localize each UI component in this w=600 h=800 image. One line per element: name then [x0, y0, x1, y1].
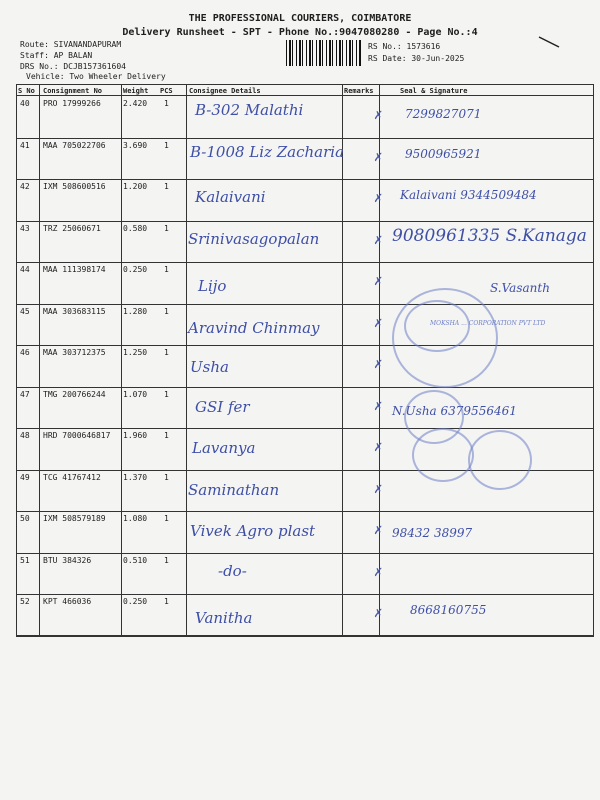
row-consignment-no: MAA 303683115: [43, 306, 106, 316]
row-signature-handwritten: 7299827071: [405, 107, 482, 121]
row-sno: 44: [20, 265, 30, 274]
row-divider: [16, 387, 594, 388]
row-sno: 40: [20, 99, 30, 108]
row-consignment-no: MAA 111398174: [43, 265, 106, 274]
row-signature-handwritten: N.Usha 6379556461: [392, 403, 517, 418]
col-header-consignee: Consignee Details: [189, 87, 261, 95]
row-signature-handwritten: S.Vasanth: [490, 281, 550, 295]
row-sno: 41: [20, 140, 30, 150]
stamp-text: MOKSHA ... CORPORATION PVT LTD: [430, 320, 546, 327]
row-pcs: 1: [164, 348, 169, 357]
row-consignment-no: IXM 508600516: [43, 182, 106, 191]
row-signature-handwritten: 98432 38997: [392, 526, 473, 540]
remarks-mark-icon: ✗: [374, 190, 383, 206]
row-divider: [16, 304, 594, 305]
col-header-seal: Seal & Signature: [400, 87, 468, 95]
row-consignee-handwritten: B-1008 Liz Zacharia: [190, 142, 345, 161]
route-label: Route: SIVANANDAPURAM: [20, 40, 122, 49]
remarks-mark-icon: ✗: [374, 563, 383, 580]
row-weight: 0.580: [123, 223, 148, 233]
row-weight: 1.960: [123, 431, 148, 440]
row-sno: 48: [20, 431, 30, 440]
row-sno: 42: [20, 182, 30, 191]
row-weight: 0.510: [123, 555, 148, 565]
runsheet-title: THE PROFESSIONAL COURIERS, COIMBATORE: [188, 13, 412, 24]
remarks-mark-icon: ✗: [374, 397, 383, 414]
row-weight: 0.250: [123, 597, 148, 606]
row-consignee-handwritten: -do-: [218, 561, 247, 580]
row-divider: [16, 594, 594, 595]
row-consignee-handwritten: B-302 Malathi: [195, 101, 304, 119]
row-divider: [16, 262, 594, 263]
row-pcs: 1: [164, 431, 169, 440]
row-divider: [16, 428, 594, 429]
row-divider: [16, 138, 594, 139]
row-consignee-handwritten: Lavanya: [192, 439, 256, 457]
row-pcs: 1: [164, 182, 169, 191]
col-header-pcs: PCS: [160, 87, 173, 95]
row-consignee-handwritten: Saminathan: [188, 480, 280, 499]
remarks-mark-icon: ✗: [374, 439, 383, 455]
row-sno: 49: [20, 472, 30, 482]
row-consignment-no: MAA 705022706: [43, 140, 106, 150]
row-pcs: 1: [164, 265, 169, 274]
row-weight: 3.690: [123, 140, 148, 150]
vehicle-label: Vehicle: Two Wheeler Delivery: [26, 72, 166, 81]
row-divider: [16, 179, 594, 180]
col-header-remarks: Remarks: [344, 87, 374, 95]
row-divider: [16, 345, 594, 346]
remarks-mark-icon: ✗: [374, 480, 383, 497]
row-consignment-no: BTU 384326: [43, 555, 92, 565]
row-consignment-no: TRZ 25060671: [43, 223, 101, 233]
rs-date: RS Date: 30-Jun-2025: [368, 54, 465, 63]
row-sno: 50: [20, 514, 30, 523]
row-weight: 2.420: [123, 99, 148, 108]
rs-number: RS No.: 1573616: [368, 42, 441, 51]
row-sno: 43: [20, 223, 30, 233]
row-weight: 1.280: [123, 306, 148, 316]
remarks-mark-icon: ✗: [374, 148, 383, 165]
row-consignment-no: TMG 200766244: [43, 389, 106, 399]
row-consignee-handwritten: Usha: [190, 358, 229, 376]
remarks-mark-icon: ✗: [374, 314, 383, 331]
row-sno: 51: [20, 555, 30, 565]
row-pcs: 1: [164, 597, 169, 606]
row-consignee-handwritten: Aravind Chinmay: [188, 318, 320, 337]
row-consignment-no: HRD 7000646817: [43, 431, 111, 440]
row-weight: 1.250: [123, 348, 148, 357]
corner-mark-icon: [538, 35, 560, 49]
row-weight: 0.250: [123, 265, 148, 274]
row-weight: 1.370: [123, 472, 148, 482]
col-header-consignment: Consignment No: [43, 87, 103, 95]
row-consignment-no: PRO 17999266: [43, 99, 101, 108]
runsheet-subtitle: Delivery Runsheet - SPT - Phone No.:9047080280 - Page No.:4: [122, 27, 478, 38]
row-sno: 46: [20, 348, 30, 357]
row-weight: 1.080: [123, 514, 148, 523]
row-consignment-no: MAA 303712375: [43, 348, 106, 357]
drs-label: DRS No.: DCJB157361604: [20, 62, 126, 71]
row-pcs: 1: [164, 140, 169, 150]
staff-label: Staff: AP BALAN: [20, 51, 93, 60]
seal-stamp-2: [412, 428, 474, 482]
row-pcs: 1: [164, 389, 169, 399]
seal-stamp-3: [468, 430, 532, 490]
row-divider: [16, 636, 594, 637]
row-sno: 45: [20, 306, 30, 316]
barcode: [286, 40, 362, 66]
row-sno: 47: [20, 389, 30, 399]
row-signature-handwritten: Kalaivani 9344509484: [400, 188, 537, 202]
remarks-mark-icon: ✗: [374, 522, 383, 538]
remarks-mark-icon: ✗: [374, 231, 383, 248]
col-header-weight: Weight: [123, 87, 149, 95]
row-pcs: 1: [164, 514, 169, 523]
remarks-mark-icon: ✗: [374, 605, 383, 621]
remarks-mark-icon: ✗: [374, 107, 383, 123]
row-pcs: 1: [164, 472, 169, 482]
row-consignee-handwritten: GSI fer: [195, 397, 250, 416]
row-pcs: 1: [164, 555, 169, 565]
row-divider: [16, 553, 594, 554]
row-sno: 52: [20, 597, 30, 606]
row-consignment-no: TCG 41767412: [43, 472, 101, 482]
row-consignee-handwritten: Lijo: [198, 277, 227, 295]
remarks-mark-icon: ✗: [374, 273, 383, 289]
remarks-mark-icon: ✗: [374, 356, 383, 372]
row-consignee-handwritten: Vivek Agro plast: [190, 522, 316, 540]
row-consignment-no: KPT 466036: [43, 597, 92, 606]
row-weight: 1.070: [123, 389, 148, 399]
col-header-sno: S No: [18, 87, 35, 95]
row-consignee-handwritten: Vanitha: [195, 609, 253, 627]
row-signature-handwritten: 9500965921: [405, 146, 482, 161]
row-consignment-no: IXM 508579189: [43, 514, 106, 523]
row-pcs: 1: [164, 99, 169, 108]
row-weight: 1.200: [123, 182, 148, 191]
row-pcs: 1: [164, 223, 169, 233]
row-consignee-handwritten: Srinivasagopalan: [188, 229, 320, 248]
row-signature-handwritten: 8668160755: [410, 603, 487, 617]
row-divider: [16, 511, 594, 512]
row-divider: [16, 221, 594, 222]
row-signature-handwritten: 9080961335 S.Kanaga: [392, 225, 587, 246]
row-pcs: 1: [164, 306, 169, 316]
row-consignee-handwritten: Kalaivani: [195, 188, 266, 206]
